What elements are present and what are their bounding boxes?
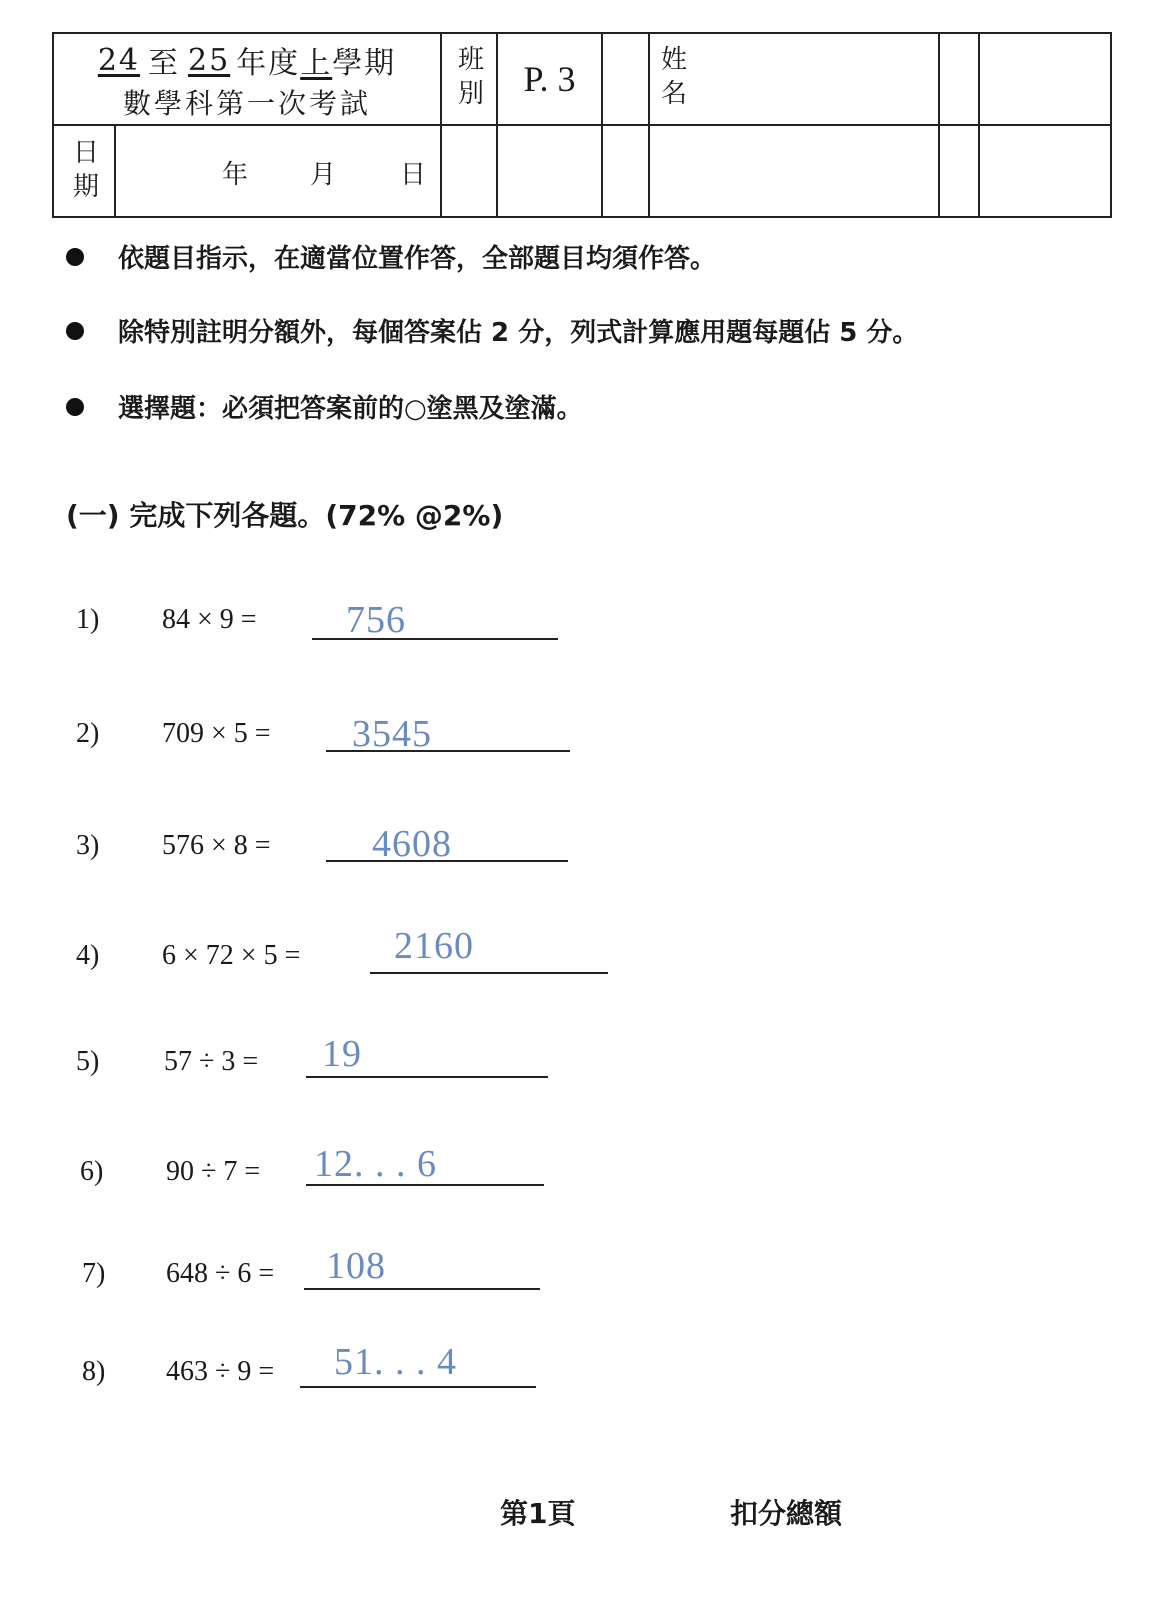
- date-label-divider: [114, 124, 116, 216]
- question-number: 1): [76, 604, 100, 635]
- term-word: 學期: [332, 46, 397, 81]
- handwritten-answer: 4608: [372, 823, 452, 865]
- bullet-icon: [66, 398, 84, 416]
- exam-header-table: [52, 32, 1112, 218]
- instruction-text: 依題目指示，在適當位置作答，全部題目均須作答。: [118, 244, 717, 274]
- question-number: 8): [82, 1356, 106, 1387]
- question-expression: 90 ÷ 7 =: [166, 1156, 261, 1187]
- bullet-icon: [66, 322, 84, 340]
- answer-line: [306, 1076, 548, 1078]
- question-expression: 648 ÷ 6 =: [166, 1258, 275, 1289]
- question-expression: 709 × 5 =: [162, 718, 271, 749]
- instruction-item: [66, 238, 716, 275]
- year-word: 至: [148, 46, 180, 81]
- header-col-divider: [978, 34, 980, 216]
- date-month: 月: [310, 160, 337, 190]
- instruction-text: 除特別註明分額外，每個答案佔 2 分，列式計算應用題每題佔 5 分。: [118, 318, 919, 348]
- date-day: 日: [400, 160, 427, 190]
- deduction-total-label: 扣分總額: [730, 1497, 843, 1530]
- handwritten-answer: 108: [326, 1245, 386, 1287]
- question-number: 2): [76, 718, 100, 749]
- date-label: 日期: [68, 138, 99, 206]
- class-value: P. 3: [523, 59, 576, 99]
- question-expression: 57 ÷ 3 =: [164, 1046, 259, 1077]
- handwritten-answer: 19: [322, 1033, 362, 1075]
- date-year: 年: [222, 160, 249, 190]
- question-number: 3): [76, 830, 100, 861]
- answer-line: [370, 972, 608, 974]
- handwritten-answer: 12. . . 6: [314, 1143, 437, 1185]
- class-label: 班別: [453, 45, 484, 113]
- answer-line: [304, 1288, 540, 1290]
- instruction-text: 選擇題：必須把答案前的○塗黑及塗滿。: [118, 394, 583, 424]
- year-to: 25: [188, 42, 231, 78]
- term-upper: 上: [300, 46, 333, 81]
- question-expression: 84 × 9 =: [162, 604, 257, 635]
- handwritten-answer: 3545: [352, 713, 432, 755]
- question-expression: 576 × 8 =: [162, 830, 271, 861]
- answer-line: [300, 1386, 536, 1388]
- question-number: 5): [76, 1046, 100, 1077]
- handwritten-answer: 51. . . 4: [334, 1341, 457, 1383]
- year-from: 24: [97, 42, 140, 78]
- question-number: 7): [82, 1258, 106, 1289]
- year-word: 年度: [236, 46, 301, 81]
- instruction-item: [66, 388, 583, 425]
- name-label: 姓名: [656, 45, 687, 113]
- question-expression: 463 ÷ 9 =: [166, 1356, 275, 1387]
- header-row-divider: [54, 124, 1110, 126]
- question-number: 6): [80, 1156, 104, 1187]
- handwritten-answer: 2160: [394, 925, 474, 967]
- question-expression: 6 × 72 × 5 =: [162, 940, 301, 971]
- handwritten-answer: 756: [346, 599, 406, 641]
- header-col-divider: [938, 34, 940, 216]
- question-number: 4): [76, 940, 100, 971]
- exam-year-title: [54, 36, 440, 84]
- instruction-item: [66, 312, 918, 349]
- page-number: 第1頁: [500, 1497, 576, 1530]
- exam-subject-title: 數學科第一次考試: [122, 87, 371, 120]
- header-col-divider: [601, 34, 603, 216]
- bullet-icon: [66, 248, 84, 266]
- section-title: (一) 完成下列各題。(72% @2%): [66, 499, 504, 532]
